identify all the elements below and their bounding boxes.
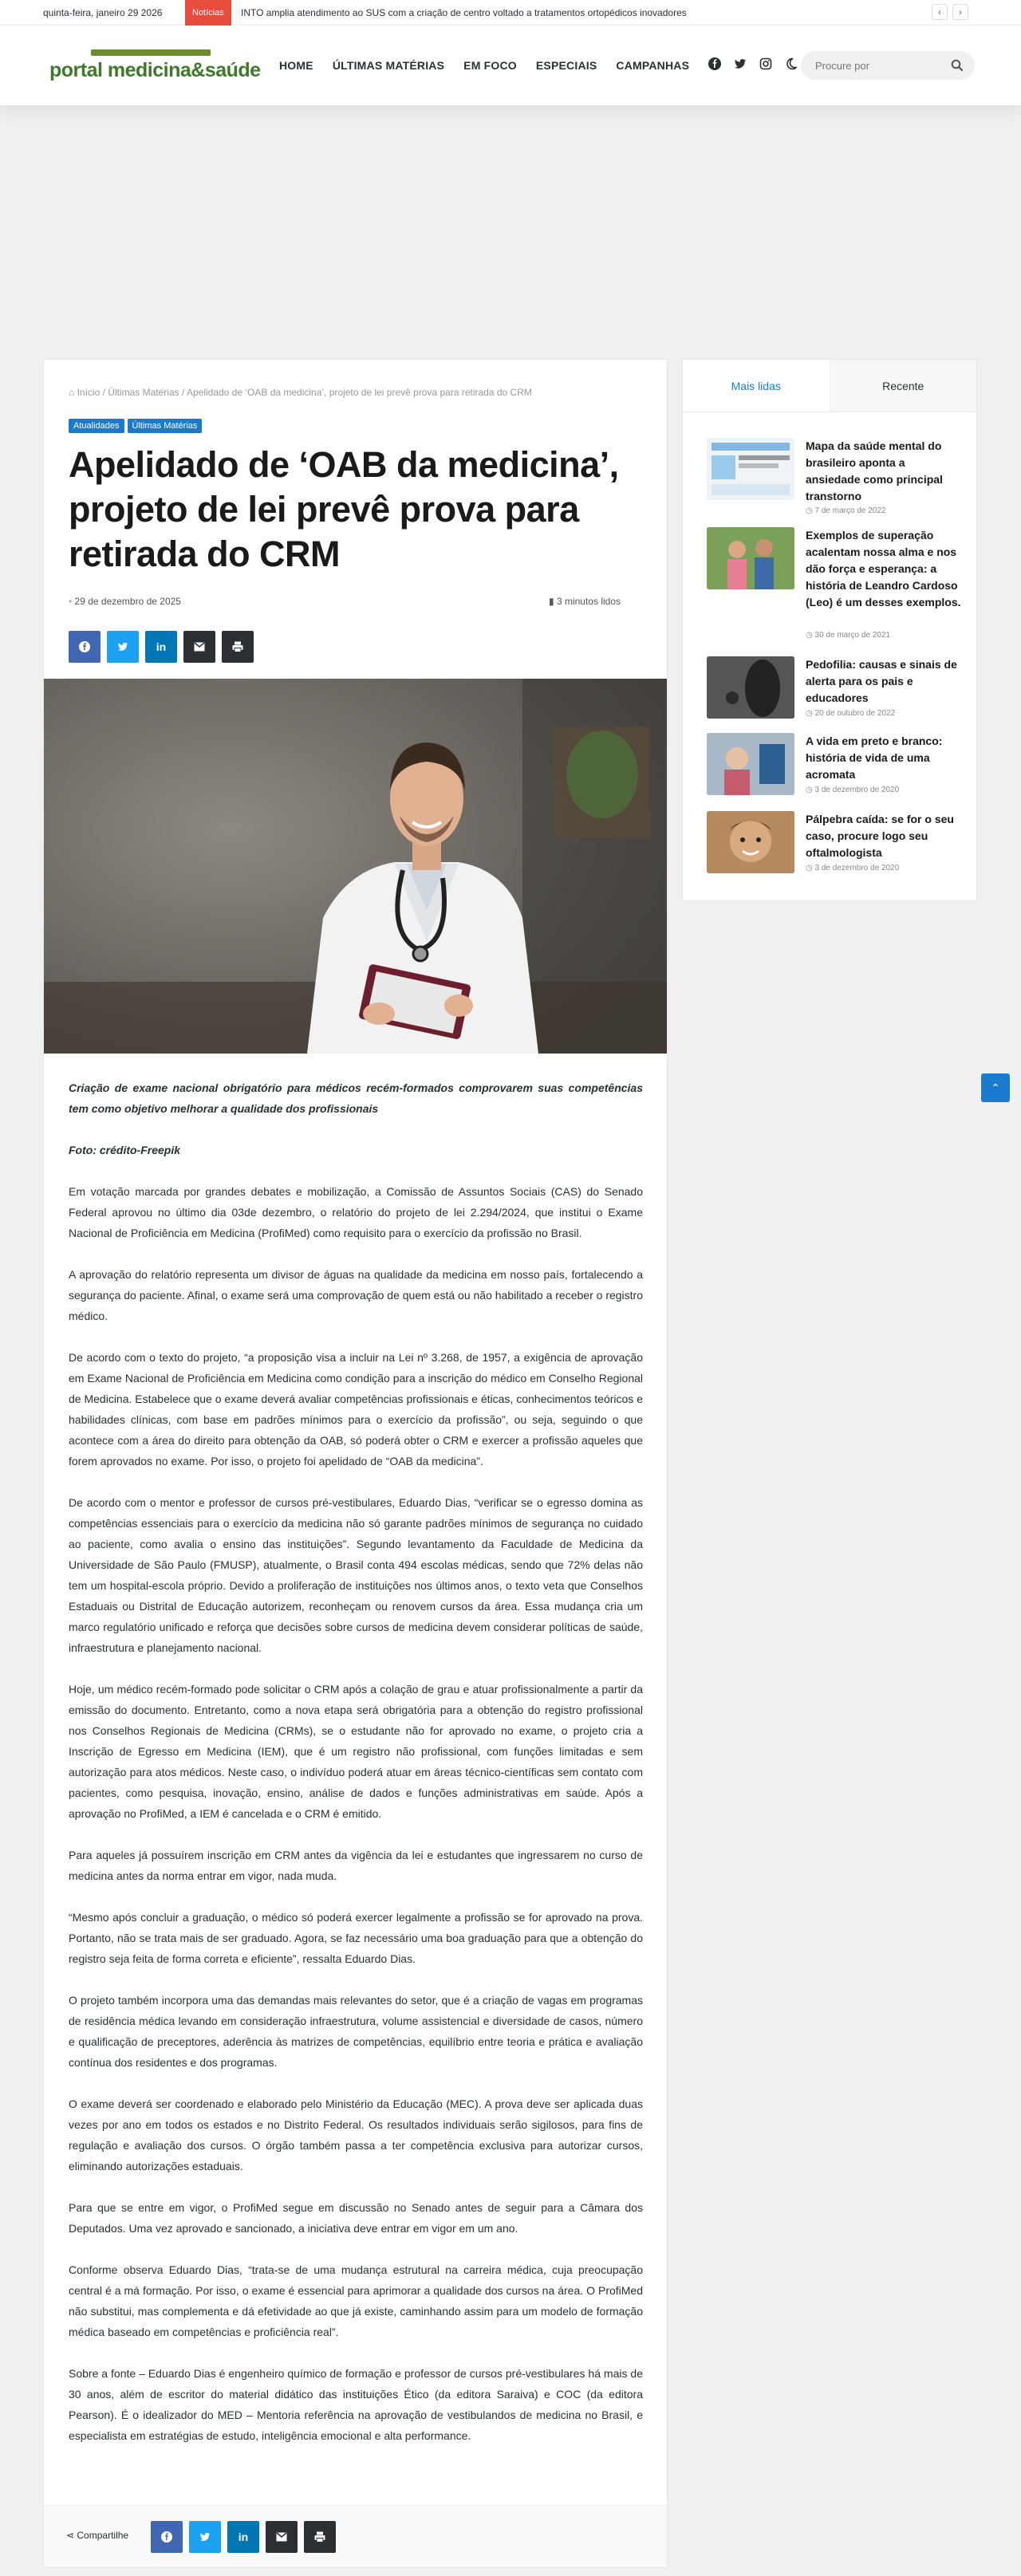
post-date <box>806 864 899 872</box>
post-date-text: 7 de março de 2022 <box>814 506 886 515</box>
sidebar-tabs <box>683 360 976 412</box>
clock-icon: • <box>69 596 75 607</box>
breadcrumb-text[interactable]: Início / Últimas Matérias / Apelidado de ‘OAB da medicina’, projeto de lei prevê prova para retirada do CRM <box>77 387 532 398</box>
news-ticker[interactable]: INTO amplia atendimento ao SUS com a criação de centro voltado a tratamentos ortopédicos inovadores <box>241 7 687 18</box>
post-date <box>806 709 895 718</box>
share-label-text: Compartilhe <box>77 2530 129 2541</box>
article-date <box>69 596 181 607</box>
paragraph: O projeto também incorpora uma das demandas mais relevantes do setor, que é a criação de vagas em programas de residência médica levando em consideração infraestrutura, volume assistencial e diversidade de casos, número e qualificação de preceptores, aderência às matrizes de competências, equilíbrio entre teoria e prática e avaliação contínua dos residentes e dos programas. <box>69 1994 643 2069</box>
nav-home[interactable]: HOME <box>279 59 313 72</box>
clock-icon: ◷ <box>806 709 815 718</box>
post-title[interactable]: A vida em preto e branco: história de vida de uma acromata <box>806 735 943 781</box>
date-text: 29 de dezembro de 2025 <box>74 596 181 607</box>
post-date <box>806 786 899 794</box>
breadcrumb <box>69 387 532 398</box>
photo-credit: Foto: crédito-Freepik <box>69 1144 181 1156</box>
nav-especiais[interactable]: ESPECIAIS <box>535 59 597 72</box>
top-bar <box>0 0 1021 26</box>
post-title[interactable]: Mapa da saúde mental do brasileiro aponta a ansiedade como principal transtorno <box>806 439 943 502</box>
nav-campanhas[interactable]: CAMPANHAS <box>616 59 690 72</box>
paragraph: De acordo com o mentor e professor de cursos pré-vestibulares, Eduardo Dias, “verificar se o egresso domina as competências essenciais para o exercício da medicina não só garante padrões mínimos de segurança no cuidado ao paciente, como avalia o ensino das instituições”. Segundo levantamento da Faculdade de Medicina da Universidade de São Paulo (FMUSP), atualmente, o Brasil conta 494 escolas médicas, sendo que 72% delas não tem um hospital-escola próprio. Devido a proliferação de instituições nos últimos anos, o texto veta que Conselhos Estaduais ou Distrital de Educação autorizem, reconheçam ou renovem cursos da área. Essa mudança cria um marco regulatório unificado e reforça que decisões sobre cursos de medicina devem considerar políticas de saúde, infraestrutura e planejamento nacional. <box>69 1496 643 1654</box>
category-tags <box>69 419 202 433</box>
paragraph: Para aqueles já possuírem inscrição em CRM antes da vigência da lei e estudantes que ingressarem no curso de medicina antes da norma entrar em vigor, nada muda. <box>69 1849 643 1882</box>
home-icon: ⌂ <box>69 387 77 398</box>
linkedin-icon[interactable]: in <box>145 631 177 663</box>
article-title: Apelidado de ‘OAB da medicina’, projeto de lei prevê prova para retirada do CRM <box>69 444 619 574</box>
instagram-icon[interactable] <box>759 57 774 72</box>
paragraph: Em votação marcada por grandes debates e mobilização, a Comissão de Assuntos Sociais (CAS) do Senado Federal aprovou no último dia 03de dezembro, o relatório do projeto de lei 2.294/2024, que institui o Exame Nacional de Proficiência em Medicina (ProfiMed) como requisito para o exercício da profissão no Brasil. <box>69 1185 643 1239</box>
facebook-icon[interactable] <box>151 2521 183 2553</box>
paragraph: De acordo com o texto do projeto, “a proposição visa a incluir na Lei nº 3.268, de 1957, a exigência de aprovação em Exame Nacional de Proficiência em Medicina como condição para a inscrição do médico em Conselho Regional de Medicina. Estabelece que o exame deverá avaliar competências profissionais e éticas, conhecimentos teóricos e habilidades clínicas, com base em padrões mínimos para o exercício da profissão”, ou seja, seguindo o que acontece com a área do direito para obtenção da OAB, só poderá obter o CRM e exercer a profissão aqueles que forem aprovados no exame. Por isso, o projeto foi apelidado de “OAB da medicina”. <box>69 1351 643 1467</box>
news-badge: Notícias <box>185 0 231 26</box>
share-bar-bottom <box>44 2505 667 2567</box>
tab-recente[interactable]: Recente <box>830 360 977 412</box>
chevron-left-icon[interactable]: ‹ <box>932 4 948 20</box>
sidebar-widget <box>682 359 977 901</box>
chevron-up-icon[interactable]: ⌃ <box>981 1073 1010 1102</box>
paragraph: A aprovação do relatório representa um divisor de águas na qualidade da medicina em nosso país, fortalecendo a segurança do paciente. Afinal, o exame será uma comprovação de quem está ou não habilitado a receber o registro médico. <box>69 1268 643 1322</box>
post-thumbnail[interactable] <box>707 656 794 719</box>
header-icons <box>708 57 799 72</box>
share-bar-top <box>69 631 254 663</box>
post-date <box>806 506 885 515</box>
current-date: quinta-feira, janeiro 29 2026 <box>43 7 163 18</box>
chevron-right-icon[interactable]: › <box>952 4 968 20</box>
paragraph: O exame deverá ser coordenado e elaborado pelo Ministério da Educação (MEC). A prova deve ser aplicada duas vezes por ano em todos os estados e no Distrito Federal. Os resultados individuais serão sigilosos, para fins de regulação e avaliação dos cursos. O órgão também passa a ter competência exclusiva para autorizar cursos, eliminando autorizações estaduais. <box>69 2097 643 2172</box>
email-icon[interactable] <box>266 2521 298 2553</box>
read-time <box>549 596 621 607</box>
paragraph: Para que se entre em vigor, o ProfiMed segue em discussão no Senado antes de seguir para a Câmara dos Deputados. Uma vez aprovado e sancionado, a iniciativa deve entrar em vigor em um ano. <box>69 2201 643 2235</box>
post-thumbnail[interactable] <box>707 527 794 589</box>
post-date-text: 30 de março de 2021 <box>814 631 891 640</box>
moon-icon[interactable] <box>785 57 799 72</box>
search-icon[interactable] <box>951 59 964 72</box>
tab-mais-lidas[interactable]: Mais lidas <box>683 360 830 412</box>
twitter-icon[interactable] <box>189 2521 221 2553</box>
post-date-text: 20 de outubro de 2022 <box>814 709 896 718</box>
post-date <box>806 631 890 640</box>
print-icon[interactable] <box>222 631 254 663</box>
print-icon[interactable] <box>304 2521 336 2553</box>
post-thumbnail[interactable] <box>707 811 794 873</box>
hero-image <box>44 679 667 1054</box>
main-nav <box>270 59 699 72</box>
bookmark-icon: ▮ <box>549 596 557 607</box>
post-thumbnail[interactable] <box>707 438 794 500</box>
post-date-text: 3 de dezembro de 2020 <box>814 864 900 872</box>
doctor-illustration <box>44 679 667 1054</box>
share-label <box>66 2530 128 2541</box>
article-body <box>69 1077 643 2467</box>
clock-icon: ◷ <box>806 631 815 640</box>
facebook-icon[interactable] <box>69 631 101 663</box>
twitter-icon[interactable] <box>107 631 139 663</box>
post-title[interactable]: Pálpebra caída: se for o seu caso, procure logo seu oftalmologista <box>806 813 954 859</box>
logo-bar <box>91 49 211 56</box>
email-icon[interactable] <box>183 631 215 663</box>
site-header <box>0 26 1021 105</box>
nav-ultimas-materias[interactable]: ÚLTIMAS MATÉRIAS <box>332 59 445 72</box>
post-date-text: 3 de dezembro de 2020 <box>814 786 900 794</box>
post-title[interactable]: Pedofilia: causas e sinais de alerta para os pais e educadores <box>806 658 957 704</box>
nav-em-foco[interactable]: EM FOCO <box>463 59 517 72</box>
ad-space <box>0 105 1021 360</box>
image-caption: Criação de exame nacional obrigatório para médicos recém-formados comprovarem suas competências tem como objetivo melhorar a qualidade dos profissionais <box>69 1081 643 1115</box>
paragraph: Sobre a fonte – Eduardo Dias é engenheiro químico de formação e professor de cursos pré-vestibulares há mais de 30 anos, além de escritor do material didático das instituições Ético (da editora Saraiva) e COC (da editora Pearson). É o idealizador do MED – Mentoria referência na aprovação de vestibulandos de medicina no Brasil, e especialista em estratégias de estudo, inteligência emocional e alta performance. <box>69 2367 643 2442</box>
article-container <box>43 359 668 2568</box>
post-title[interactable]: Exemplos de superação acalentam nossa alma e nos dão força e esperança: a história de Leandro Cardoso (Leo) é um desses exemplos. <box>806 529 961 609</box>
paragraph: Hoje, um médico recém-formado pode solicitar o CRM após a colação de grau e atuar profissionalmente a partir da emissão do documento. Entretanto, como a nova etapa será obrigatória para a obtenção do registro profissional nos Conselhos Regionais de Medicina (CRMs), se o estudante não for aprovado no exame, o projeto cria a Inscrição de Egresso em Medicina (IEM), que é um registro não profissional, com funções limitadas e sem autorização para atos médicos. Neste caso, o indivíduo poderá atuar em áreas técnico-científicas sem contato com pacientes, como pesquisa, inovação, ensino, análise de dados e funções administrativas em saúde. Após a aprovação no ProfiMed, a IEM é cancelada e o CRM é emitido. <box>69 1683 643 1820</box>
post-thumbnail[interactable] <box>707 733 794 795</box>
linkedin-icon[interactable]: in <box>227 2521 259 2553</box>
site-logo[interactable] <box>49 49 261 86</box>
paragraph: “Mesmo após concluir a graduação, o médico só poderá exercer legalmente a profissão se for aprovado na prova. Portanto, não se trata mais de ser graduado. Agora, se faz necessário uma boa graduação para que a obtenção do registro seja feita de forma correta e eficiente”, ressalta Eduardo Dias. <box>69 1911 643 1965</box>
read-time-text: 3 minutos lidos <box>556 596 621 607</box>
logo-text: portal medicina&saúde <box>49 59 261 81</box>
category-tag[interactable]: Atualidades <box>69 419 124 433</box>
share-buttons <box>151 2521 336 2553</box>
category-tag[interactable]: Últimas Matérias <box>128 419 203 433</box>
clock-icon: ◷ <box>806 864 815 872</box>
facebook-icon[interactable] <box>708 57 723 72</box>
search-input[interactable] <box>801 51 936 80</box>
search-box <box>801 51 975 80</box>
paragraph: Conforme observa Eduardo Dias, “trata-se de uma mudança estrutural na carreira médica, cuja preocupação central é a má formação. Por isso, o exame é essencial para aprimorar a qualidade dos cursos na área. O ProfiMed não substitui, mas complementa e dá efetividade ao que já existe, caminhando assim para um modelo de formação médica baseado em competências e proficiência real”. <box>69 2263 643 2338</box>
clock-icon: ◷ <box>806 506 815 515</box>
clock-icon: ◷ <box>806 786 815 794</box>
twitter-icon[interactable] <box>734 57 748 72</box>
share-icon: ⋖ <box>66 2530 77 2541</box>
